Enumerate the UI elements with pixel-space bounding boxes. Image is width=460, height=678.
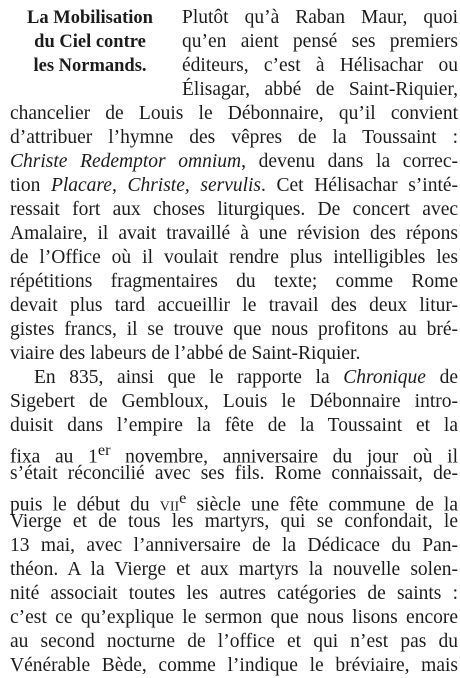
text-line-12: répétitions fragmentaires du texte; comme Rome <box>10 271 458 292</box>
text-line-11: de l’Office où il voulait rendre plus intelligibles les <box>10 247 458 268</box>
text-line-24: théon. A la Vierge et aux martyrs la nouvelle solen- <box>10 559 458 580</box>
ordinal-superscript: er <box>97 441 111 459</box>
text-line-21: puis le début du vii$^e$ siècle une fête commune de la <box>10 489 459 516</box>
text-line-18: duisit dans l’empire la fête de la Toussaint et la <box>10 415 458 436</box>
text-line-5: chancelier de Louis le Débonnaire, qu’il convient <box>10 103 458 124</box>
hymn-correction-italic: Placare, Christe, servulis <box>50 175 262 196</box>
hymn-title-italic: Christe Redemptor omnium <box>10 151 242 172</box>
text-line-8: tion Placare, Christe, servulis. Cet Hélisachar s’inté- <box>10 175 459 196</box>
marginal-heading-line-1: La Mobilisation <box>27 8 153 28</box>
chronique-italic: Chronique <box>343 367 426 388</box>
text-line-14: gistes francs, il se trouve que nous profitons au bré- <box>10 319 458 340</box>
text-line-13: devait plus tard accueillir le travail des deux litur- <box>10 295 458 316</box>
text-line-3: éditeurs, c’est à Hélisachar ou <box>182 55 458 76</box>
text-line-20: s’était réconcilié avec ses fils. Rome connaissait, de- <box>10 463 458 484</box>
marginal-heading-line-2: du Ciel contre <box>34 32 146 52</box>
text-line-10: Amalaire, il avait travaillé à une révision des répons <box>10 223 458 244</box>
text-line-28: Vénérable Bède, comme l’indique le bréviaire, mais <box>10 655 458 676</box>
text-line-16: En 835, ainsi que le rapporte la Chronique de <box>34 367 458 388</box>
text-line-19: fixa au 1er novembre, anniversaire du jour où il <box>10 441 458 468</box>
century-superscript: e <box>179 489 187 507</box>
text-line-22: Vierge et de tous les martyrs, qui se confondait, le <box>10 511 458 532</box>
text-line-26: c’est ce qu’explique le sermon que nous lisons encore <box>10 607 458 628</box>
text-line-23: 13 mai, avec l’anniversaire de la Dédicace du Pan- <box>10 535 458 556</box>
text-line-15: viaire des labeurs de l’abbé de Saint-Riquier. <box>10 343 361 364</box>
text-line-2: qu’en aient pensé ses premiers <box>182 31 458 52</box>
text-line-6: d’attribuer l’hymne des vêpres de la Toussaint : <box>10 127 458 148</box>
marginal-heading-line-3: les Normands. <box>33 56 147 76</box>
text-line-27: au second nocturne de l’office et qui n’est pas du <box>10 631 458 652</box>
text-line-17: Sigebert de Gembloux, Louis le Débonnaire intro- <box>10 391 458 412</box>
text-line-7: Christe Redemptor omnium, devenu dans la correc- <box>10 151 458 172</box>
text-line-9: ressait fort aux choses liturgiques. De concert avec <box>10 199 458 220</box>
text-line-1: Plutôt qu’à Raban Maur, quoi <box>182 7 458 28</box>
century-small-caps: vii <box>159 494 180 516</box>
text-line-25: nité associait toutes les autres catégories de saints : <box>10 583 458 604</box>
text-line-4: Élisagar, abbé de Saint-Riquier, <box>182 79 458 100</box>
